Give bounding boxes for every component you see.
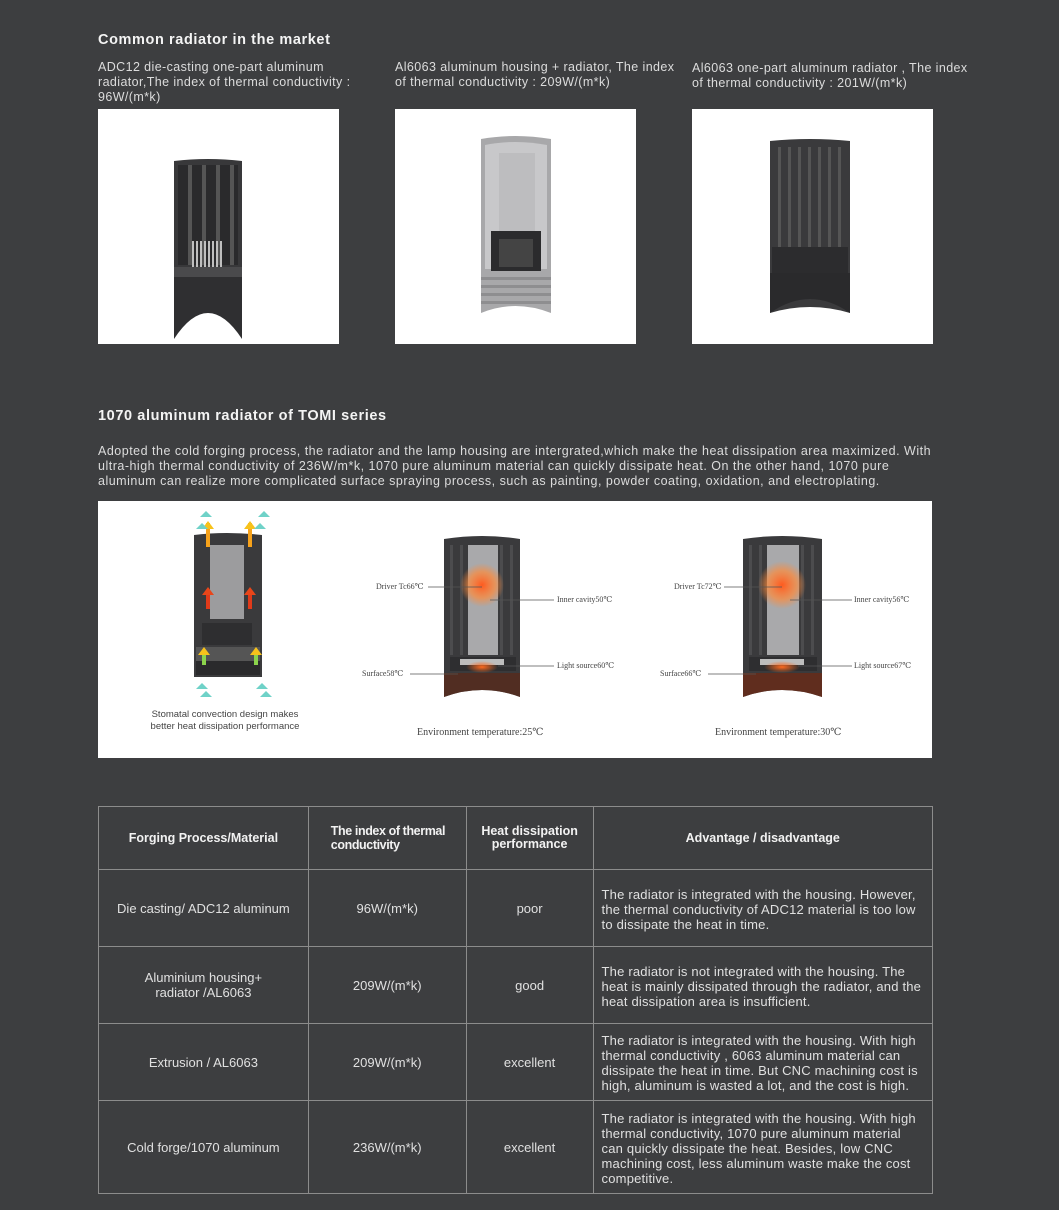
label-driver-25c: Driver Tc66℃ — [376, 582, 424, 591]
cell-conductivity: 209W/(m*k) — [308, 947, 466, 1024]
header-process: Forging Process/Material — [99, 807, 309, 870]
cell-performance: excellent — [466, 1101, 593, 1194]
label-light-25c: Light source60℃ — [557, 661, 615, 670]
table-row — [99, 870, 933, 947]
cell-process: Aluminium housing+ radiator /AL6063 — [99, 947, 309, 1024]
cell-advantage: The radiator is integrated with the housing. With high thermal conductivity, 1070 pure aluminum material can quickly dissipate the heat. Besides, low CNC machining cost, less aluminum waste make the cost competitive. — [593, 1101, 932, 1194]
cell-advantage: The radiator is not integrated with the housing. The heat is mainly dissipated through the radiator, and the heat dissipation area is insufficient. — [593, 947, 932, 1024]
radiator-image-adc12 — [98, 109, 339, 344]
radiator-caption-al6063-onepart: Al6063 one-part aluminum radiator , The index of thermal conductivity : 201W/(m*k) — [692, 61, 968, 90]
table-header-row — [99, 807, 933, 870]
thermal-body-30c — [743, 536, 822, 697]
table-row — [99, 1024, 933, 1101]
header-advantage: Advantage / disadvantage — [593, 807, 932, 870]
header-performance: Heat dissipation performance — [466, 807, 593, 870]
radiator-image-al6063-housing — [395, 109, 636, 344]
cell-process: Die casting/ ADC12 aluminum — [99, 870, 309, 947]
label-inner-30c: Inner cavity56℃ — [854, 595, 910, 604]
convection-diagram — [194, 511, 272, 697]
cell-conductivity: 96W/(m*k) — [308, 870, 466, 947]
label-driver-30c: Driver Tc72℃ — [674, 582, 722, 591]
label-inner-25c: Inner cavity50℃ — [557, 595, 613, 604]
thermal-body-25c — [444, 536, 520, 697]
market-section-title: Common radiator in the market — [98, 32, 331, 48]
comparison-table — [98, 806, 933, 1194]
cell-conductivity: 236W/(m*k) — [308, 1101, 466, 1194]
env-temp-30c: Environment temperature:30℃ — [715, 727, 842, 738]
table-row — [99, 947, 933, 1024]
label-surface-25c: Surface58℃ — [362, 669, 404, 678]
cell-performance: excellent — [466, 1024, 593, 1101]
radiator-caption-al6063-housing: Al6063 aluminum housing + radiator, The index of thermal conductivity : 209W/(m*k) — [395, 60, 675, 89]
tomi-description: Adopted the cold forging process, the radiator and the lamp housing are intergrated,which make the heat dissipation area maximized. With ultra-high thermal conductivity of 236W/m*k, 1070 pure aluminum material can quickly dissipate heat. On the other hand, 1070 pure aluminum can realize more complicated surface spraying process, such as painting, powder coating, oxidation, and electroplating. — [98, 444, 932, 488]
cell-process: Extrusion / AL6063 — [99, 1024, 309, 1101]
tomi-section-title: 1070 aluminum radiator of TOMI series — [98, 408, 387, 424]
label-surface-30c: Surface66℃ — [660, 669, 702, 678]
label-light-30c: Light source67℃ — [854, 661, 912, 670]
radiator-image-al6063-onepart — [692, 109, 933, 344]
table-row — [99, 1101, 933, 1194]
radiator-caption-adc12: ADC12 die-casting one-part aluminum radiator,The index of thermal conductivity : 96W/(m*k) — [98, 60, 351, 104]
cell-conductivity: 209W/(m*k) — [308, 1024, 466, 1101]
cell-advantage: The radiator is integrated with the housing. However, the thermal conductivity of ADC12 material is too low to dissipate the heat in time. — [593, 870, 932, 947]
cell-process: Cold forge/1070 aluminum — [99, 1101, 309, 1194]
cell-performance: good — [466, 947, 593, 1024]
cell-advantage: The radiator is integrated with the housing. With high thermal conductivity , 6063 aluminum material can dissipate the heat in time. But CNC machining cost is high, aluminum is wasted a lot, and the cost is high. — [593, 1024, 932, 1101]
header-conductivity: The index of thermal conductivity — [308, 807, 466, 870]
convection-caption: Stomatal convection design makes better heat dissipation performance — [150, 709, 300, 732]
env-temp-25c: Environment temperature:25℃ — [417, 727, 544, 738]
cell-performance: poor — [466, 870, 593, 947]
thermal-analysis-panel — [98, 501, 932, 758]
